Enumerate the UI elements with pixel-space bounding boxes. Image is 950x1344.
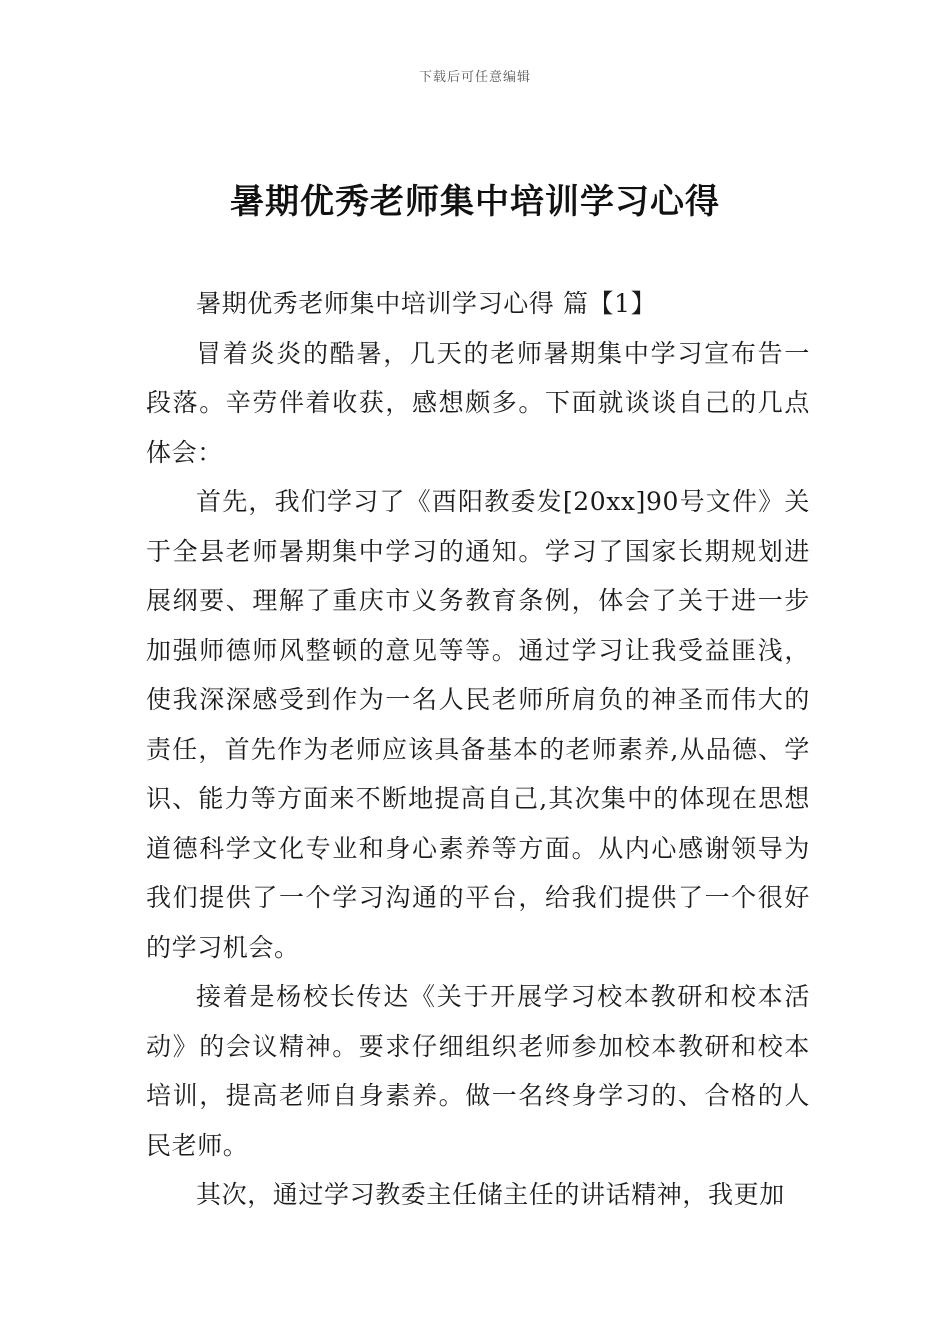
paragraph-3: 接着是杨校长传达《关于开展学习校本教研和校本活动》的会议精神。要求仔细组织老师参加校本教研和校本培训，提高老师自身素养。做一名终身学习的、合格的人民老师。	[146, 982, 810, 1160]
paragraph-2: 首先，我们学习了《酉阳教委发[20xx]90号文件》关于全县老师暑期集中学习的通知。学习了国家长期规划进展纲要、理解了重庆市义务教育条例，体会了关于进一步加强师德师风整顿的意见等等。通过学习让我受益匪浅，使我深深感受到作为一名人民老师所肩负的神圣而伟大的责任，首先作为老师应该具备基本的老师素养,从品德、学识、能力等方面来不断地提高自己,其次集中的体现在思想道德科学文化专业和身心素养等方面。从内心感谢领导为我们提供了一个学习沟通的平台，给我们提供了一个很好的学习机会。	[146, 487, 810, 962]
section-subtitle: 暑期优秀老师集中培训学习心得 篇【1】	[196, 289, 657, 318]
paragraph-1: 冒着炎炎的酷暑，几天的老师暑期集中学习宣布告一段落。辛劳伴着收获，感想颇多。下面就谈谈自己的几点体会：	[146, 338, 810, 467]
header-note: 下载后可任意编辑	[418, 70, 531, 85]
document-body	[146, 279, 810, 1220]
paragraph-4: 其次，通过学习教委主任储主任的讲话精神，我更加	[196, 1180, 785, 1209]
document-title: 暑期优秀老师集中培训学习心得	[230, 182, 720, 222]
